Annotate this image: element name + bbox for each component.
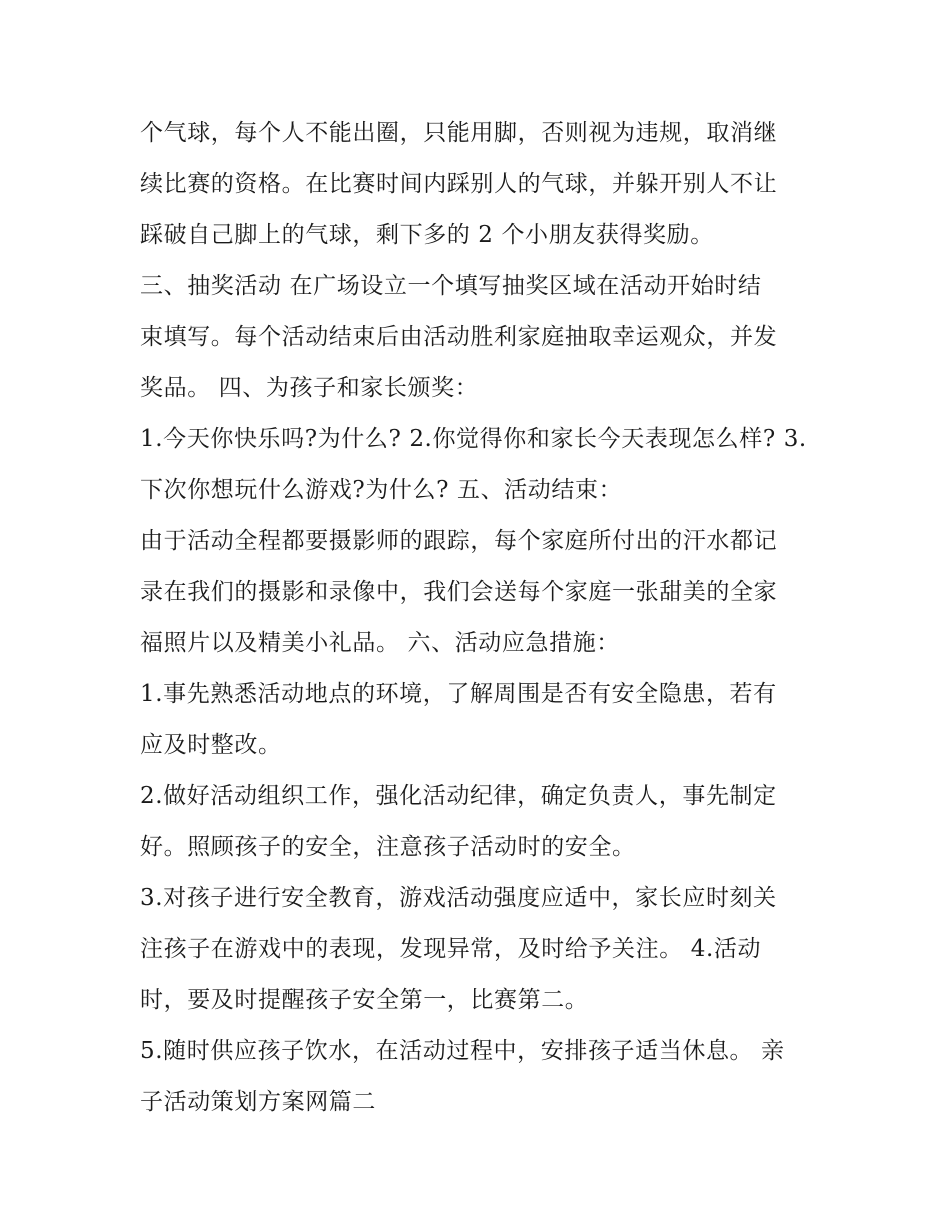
text-line: 5.随时供应孩子饮水，在活动过程中，安排孩子适当休息。 亲: [140, 1038, 785, 1064]
text-line: 踩破自己脚上的气球，剩下多的 2 个小朋友获得奖励。: [140, 222, 714, 248]
document-body: [140, 108, 820, 1128]
text-line: 子活动策划方案网篇二: [140, 1089, 376, 1115]
text-line: 1.事先熟悉活动地点的环境，了解周围是否有安全隐患，若有: [140, 681, 777, 707]
text-line: 个气球，每个人不能出圈，只能用脚，否则视为违规，取消继: [140, 120, 778, 146]
text-line: 时，要及时提醒孩子安全第一，比赛第二。: [140, 987, 589, 1013]
text-line: 奖品。 四、为孩子和家长颁奖：: [140, 375, 479, 401]
text-line: 1.今天你快乐吗?为什么? 2.你觉得你和家长今天表现怎么样? 3.: [140, 426, 807, 452]
text-line: 三、抽奖活动 在广场设立一个填写抽奖区域在活动开始时结: [140, 273, 762, 299]
text-line: 由于活动全程都要摄影师的跟踪，每个家庭所付出的汗水都记: [140, 528, 778, 554]
text-line: 福照片以及精美小礼品。 六、活动应急措施：: [140, 630, 620, 656]
text-line: 录在我们的摄影和录像中，我们会送每个家庭一张甜美的全家: [140, 579, 778, 605]
text-line: 2.做好活动组织工作，强化活动纪律，确定负责人，事先制定: [140, 783, 777, 809]
text-line: 束填写。每个活动结束后由活动胜利家庭抽取幸运观众，并发: [140, 324, 778, 350]
text-line: 注孩子在游戏中的表现，发现异常，及时给予关注。 4.活动: [140, 936, 762, 962]
text-line: 3.对孩子进行安全教育，游戏活动强度应适中，家长应时刻关: [140, 885, 777, 911]
text-line: 应及时整改。: [140, 732, 282, 758]
text-line: 好。照顾孩子的安全，注意孩子活动时的安全。: [140, 834, 636, 860]
text-line: 下次你想玩什么游戏?为什么? 五、活动结束：: [140, 477, 623, 503]
text-line: 续比赛的资格。在比赛时间内踩别人的气球，并躲开别人不让: [140, 171, 778, 197]
